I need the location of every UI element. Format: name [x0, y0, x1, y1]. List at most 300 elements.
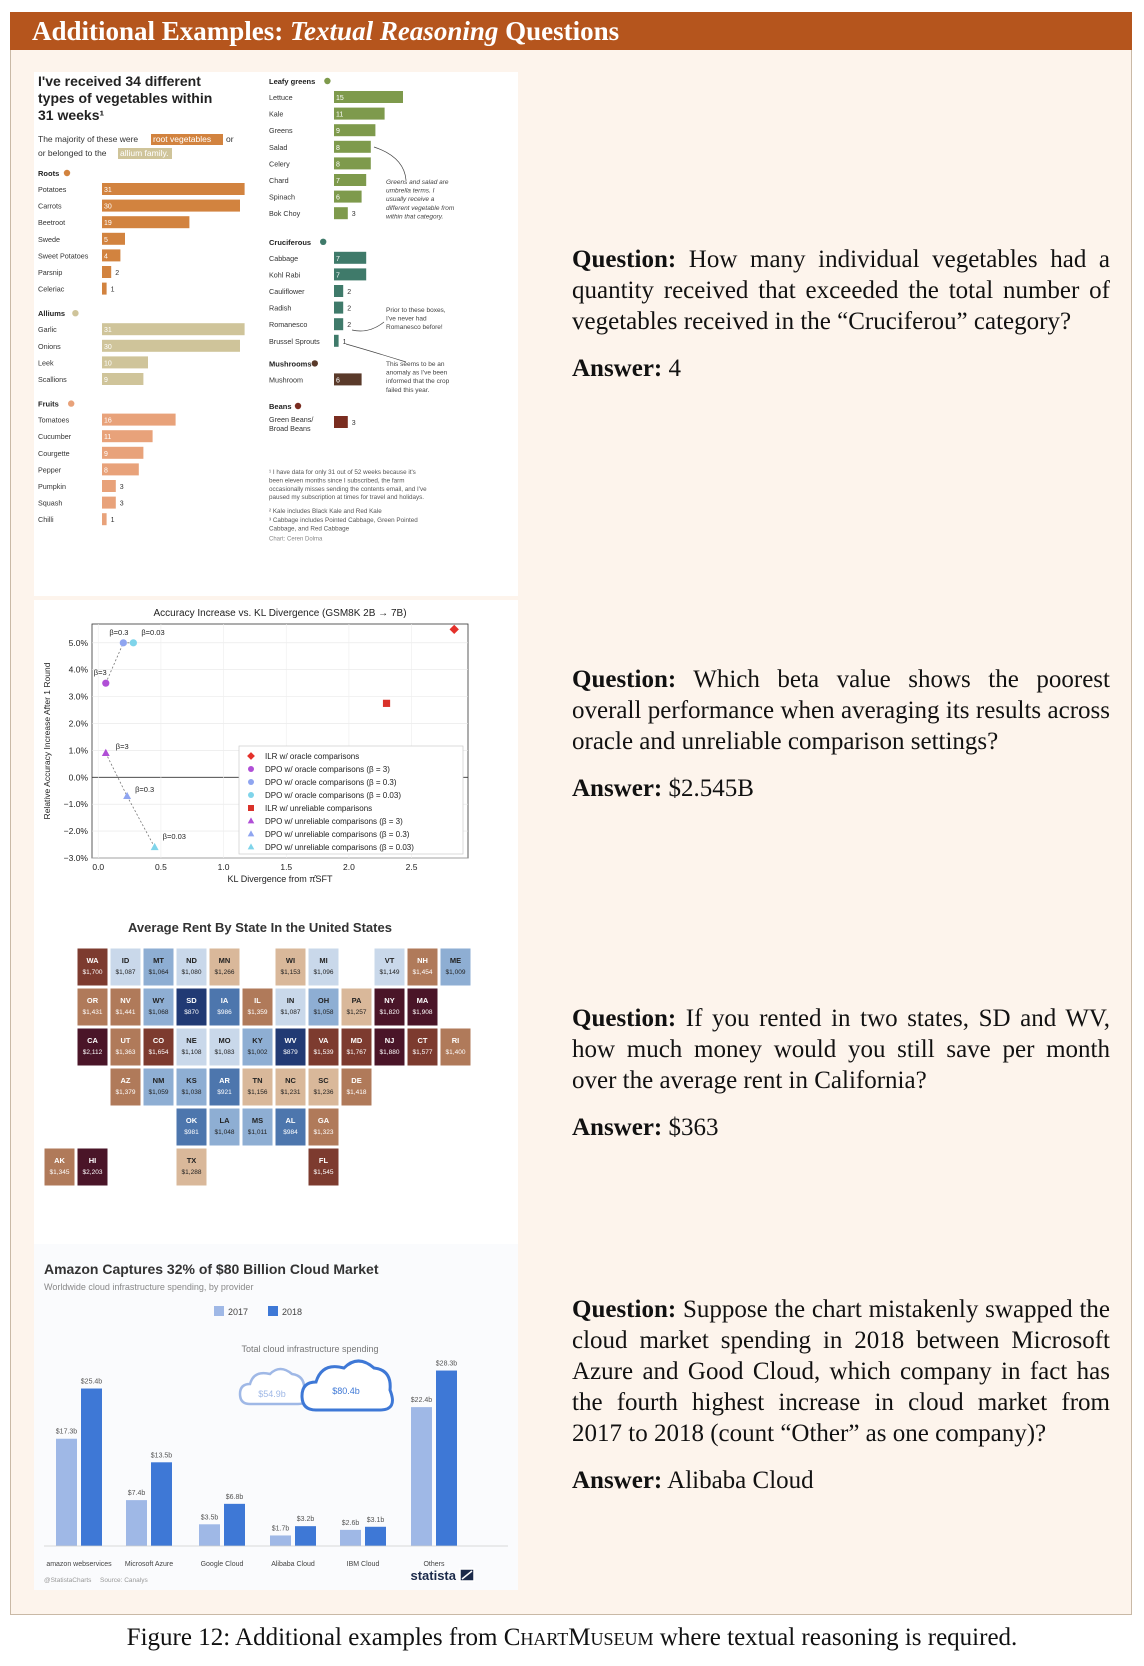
- state-code: ME: [449, 956, 462, 965]
- state-tile: [176, 948, 207, 986]
- data-point: [123, 792, 131, 799]
- state-tile: [77, 948, 108, 986]
- state-rent: $1,231: [280, 1089, 301, 1096]
- bar-label: Leek: [38, 358, 54, 368]
- category-label: Alibaba Cloud: [271, 1561, 315, 1568]
- state-code: GA: [317, 1116, 330, 1125]
- data-point: [450, 625, 459, 634]
- group-heading: Beans: [269, 402, 292, 411]
- state-rent: $1,288: [181, 1169, 202, 1176]
- state-rent: $1,908: [412, 1009, 433, 1016]
- y-tick-label: −3.0%: [63, 853, 88, 863]
- state-rent: $1,545: [313, 1169, 334, 1176]
- category-label: amazon webservices: [46, 1561, 112, 1568]
- bar-label: Chilli: [38, 515, 54, 525]
- chart-subtitle: root vegetables: [153, 134, 212, 144]
- rent-map-chart: [34, 914, 518, 1244]
- bar-value: 8: [336, 144, 340, 152]
- annotation: Prior to these boxes,: [386, 307, 446, 314]
- state-tile: [110, 988, 141, 1026]
- chart-title: I've received 34 different: [38, 73, 201, 89]
- y-tick-label: 1.0%: [68, 745, 88, 756]
- state-rent: $1,441: [115, 1009, 136, 1016]
- cloud-chart: [34, 1244, 518, 1590]
- state-rent: $1,379: [115, 1089, 136, 1096]
- state-tile: [341, 988, 372, 1026]
- state-rent: $1,236: [313, 1089, 334, 1096]
- state-rent: $2,203: [82, 1169, 103, 1176]
- state-tile: [209, 1028, 240, 1066]
- state-tile: [242, 1108, 273, 1146]
- legend-label: ILR w/ oracle comparisons: [265, 752, 360, 761]
- bar-value: 8: [104, 467, 108, 475]
- state-rent: $1,400: [445, 1049, 466, 1056]
- state-tile: [407, 1028, 438, 1066]
- state-code: VA: [318, 1036, 329, 1045]
- state-code: OK: [185, 1116, 198, 1125]
- chart-credit: @StatistaCharts: [44, 1577, 92, 1584]
- chart-title: Average Rent By State In the United States: [128, 920, 392, 935]
- category-label: Others: [423, 1561, 445, 1568]
- bar: [334, 285, 343, 297]
- legend-marker: [248, 805, 254, 811]
- kl-scatter-panel: [34, 600, 518, 914]
- state-rent: $1,431: [82, 1009, 103, 1016]
- state-rent: $870: [184, 1009, 199, 1016]
- bar-value: $7.4b: [127, 1490, 146, 1498]
- state-tile: [308, 1028, 339, 1066]
- y-tick-label: 2.0%: [68, 718, 88, 729]
- category-label: Microsoft Azure: [124, 1561, 174, 1568]
- state-tile: [308, 1068, 339, 1106]
- state-code: MN: [218, 956, 231, 965]
- annotation: This seems to be an: [386, 361, 445, 368]
- bar-value: 19: [104, 220, 112, 228]
- annotation: I've never had: [386, 315, 427, 323]
- bar: [102, 283, 107, 295]
- point-label: β=0.3: [135, 785, 155, 795]
- state-tile: [44, 1148, 75, 1186]
- state-rent: $1,156: [247, 1089, 268, 1096]
- state-rent: $1,064: [148, 969, 169, 976]
- y-tick-label: −1.0%: [63, 799, 88, 810]
- bar-label: Beetroot: [38, 218, 66, 228]
- group-heading: Roots: [38, 169, 60, 178]
- bar: [102, 447, 143, 459]
- legend-marker: [248, 792, 254, 798]
- state-code: NH: [417, 956, 428, 965]
- y-tick-label: 5.0%: [68, 637, 88, 648]
- bar-value: $3.1b: [366, 1516, 385, 1524]
- state-code: AK: [54, 1156, 65, 1165]
- footnote: ¹ I have data for only 31 out of 52 weeks because it's: [269, 469, 416, 476]
- bar: [102, 323, 245, 335]
- state-code: LA: [219, 1116, 230, 1125]
- group-heading: Mushrooms: [269, 359, 312, 369]
- bar-value: 9: [336, 128, 340, 136]
- connector-line: [106, 643, 124, 683]
- y-tick-label: 3.0%: [68, 691, 88, 702]
- state-rent: $1,359: [247, 1009, 268, 1016]
- bar-value: 30: [104, 203, 112, 211]
- bar-value: $13.5b: [150, 1452, 173, 1460]
- bar-value: $22.4b: [410, 1397, 433, 1405]
- vegetable-chart-panel: [34, 72, 518, 596]
- point-label: β=3: [93, 668, 107, 678]
- y-axis-label: Relative Accuracy Increase After 1 Round: [42, 662, 52, 820]
- annotation-line: [346, 344, 406, 362]
- bar: [102, 373, 143, 385]
- bar-label: Celery: [269, 159, 290, 169]
- bar-value: 1: [110, 517, 115, 525]
- annotation: different vegetable from: [386, 204, 455, 212]
- bar: [102, 266, 111, 278]
- state-tile: [176, 1068, 207, 1106]
- bar: [436, 1371, 457, 1546]
- group-heading: Alliums: [38, 309, 66, 319]
- state-rent: $1,083: [214, 1049, 235, 1056]
- group-icon: [64, 170, 70, 176]
- bar-label: Mushroom: [269, 375, 303, 385]
- bar: [81, 1389, 102, 1546]
- state-tile: [77, 1148, 108, 1186]
- state-code: AZ: [120, 1076, 131, 1085]
- state-tile: [440, 1028, 471, 1066]
- annotation-line: [352, 322, 384, 331]
- state-rent: $921: [217, 1089, 232, 1096]
- state-rent: $1,323: [313, 1129, 334, 1136]
- bar: [102, 216, 189, 228]
- state-rent: $1,654: [148, 1049, 169, 1056]
- bar-value: $1.7b: [271, 1525, 290, 1533]
- state-rent: $1,068: [148, 1009, 169, 1016]
- bar: [334, 318, 343, 330]
- state-rent: $879: [283, 1049, 298, 1056]
- annotation: within that category.: [386, 213, 444, 221]
- state-code: MS: [251, 1116, 264, 1125]
- bar-value: $28.3b: [435, 1360, 458, 1368]
- bar-value: 9: [104, 377, 108, 384]
- state-rent: $981: [184, 1129, 199, 1136]
- bar-value: 7: [336, 178, 340, 185]
- rent-map-panel: [34, 914, 518, 1244]
- bar-label: Potatoes: [38, 185, 67, 194]
- group-icon: [72, 310, 78, 316]
- state-tile: [242, 988, 273, 1026]
- bar-value: 31: [104, 187, 112, 194]
- group-heading: Fruits: [38, 399, 59, 409]
- state-rent: $1,880: [379, 1049, 400, 1056]
- state-code: VT: [384, 956, 395, 965]
- chart-subtitle: The majority of these were: [38, 134, 139, 144]
- state-code: TX: [186, 1156, 197, 1165]
- y-tick-label: −2.0%: [63, 826, 88, 837]
- bar: [102, 497, 116, 509]
- state-tile: [176, 1028, 207, 1066]
- category-label: IBM Cloud: [346, 1561, 380, 1568]
- state-rent: $1,153: [280, 969, 301, 976]
- bar-label: Salad: [269, 142, 288, 152]
- point-label: β=0.3: [109, 627, 129, 637]
- bar-label: Cabbage: [269, 253, 299, 263]
- state-rent: $1,096: [313, 969, 334, 976]
- legend-label: ILR w/ unreliable comparisons: [265, 804, 373, 813]
- state-tile: [110, 1068, 141, 1106]
- legend-label: DPO w/ unreliable comparisons (β = 0.03): [265, 843, 414, 852]
- bar-value: 3: [119, 500, 124, 508]
- state-tile: [308, 1108, 339, 1146]
- total-value-2017: $54.9b: [258, 1389, 286, 1399]
- state-tile: [209, 988, 240, 1026]
- bar-value: $3.2b: [296, 1516, 315, 1524]
- data-point: [102, 680, 109, 687]
- state-tile: [308, 988, 339, 1026]
- bar-label: Parsnip: [38, 268, 63, 277]
- bar: [411, 1407, 432, 1546]
- bar-value: 31: [104, 327, 112, 335]
- bar-value: $2.6b: [341, 1519, 360, 1527]
- figure-caption: Figure 12: Additional examples from ChartMuseum where textual reasoning is required.: [126, 1624, 1018, 1651]
- qa-block-4: Question: Suppose the chart mistakenly swapped the cloud market spending in 2018 between Microsoft Azure and Good Cloud, which company in fact has the fourth highest increase in cloud market from 2017 to 2018 (count “Other” as one company)? Answer: Alibaba Cloud: [572, 1296, 1110, 1494]
- state-code: IL: [254, 996, 261, 1005]
- group-heading: Leafy greens: [269, 77, 316, 86]
- bar-label: Celeriac: [38, 284, 65, 294]
- bar: [334, 302, 343, 314]
- bar-value: 2: [347, 289, 352, 296]
- state-tile: [275, 1068, 306, 1106]
- vegetable-chart: [34, 72, 518, 596]
- bar-label: Carrots: [38, 201, 62, 211]
- legend-label: DPO w/ unreliable comparisons (β = 0.3): [265, 830, 410, 839]
- bar-value: 4: [104, 253, 108, 261]
- legend-swatch-2017: [214, 1306, 224, 1316]
- bar-label: Cucumber: [38, 432, 72, 442]
- bar-value: 9: [104, 450, 108, 458]
- statista-logo: statista: [410, 1568, 456, 1583]
- state-code: RI: [451, 1036, 460, 1045]
- bar-value: $17.3b: [55, 1428, 78, 1436]
- state-rent: $1,059: [148, 1089, 169, 1096]
- state-tile: [143, 1028, 174, 1066]
- bar: [334, 416, 348, 428]
- state-rent: $1,048: [214, 1129, 235, 1136]
- state-rent: $984: [283, 1129, 298, 1136]
- chart-source: Source: Canalys: [100, 1577, 148, 1584]
- state-code: NE: [186, 1036, 197, 1045]
- state-code: WV: [284, 1036, 297, 1045]
- state-rent: $1,087: [115, 969, 136, 976]
- bar-label: Brussel Sprouts: [269, 336, 320, 346]
- bar-value: 2: [347, 322, 352, 330]
- state-code: WA: [86, 956, 99, 965]
- bar-value: 2: [115, 270, 120, 277]
- bar: [102, 513, 107, 525]
- bar-value: 7: [336, 255, 340, 263]
- bar-value: 11: [104, 434, 112, 442]
- bar-label: Cauliflower: [269, 287, 305, 296]
- legend-label: DPO w/ oracle comparisons (β = 0.03): [265, 791, 401, 800]
- state-code: SC: [318, 1076, 329, 1085]
- bar: [340, 1530, 361, 1546]
- state-rent: $1,345: [49, 1169, 70, 1176]
- bar-value: 6: [336, 194, 340, 202]
- total-value-2018: $80.4b: [332, 1386, 360, 1396]
- bar-value: 3: [351, 211, 356, 219]
- x-tick-label: 2.0: [343, 862, 355, 872]
- bar-value: 6: [336, 377, 340, 385]
- bar-label: Spinach: [269, 192, 295, 202]
- state-rent: $986: [217, 1009, 232, 1016]
- total-label: Total cloud infrastructure spending: [241, 1344, 379, 1354]
- state-code: NJ: [384, 1036, 395, 1045]
- group-icon: [312, 360, 318, 366]
- state-code: MD: [350, 1036, 363, 1045]
- state-rent: $1,080: [181, 969, 202, 976]
- bar-label: Kohl Rabi: [269, 270, 301, 280]
- state-rent: $1,700: [82, 969, 103, 976]
- state-code: NC: [285, 1076, 296, 1085]
- bar: [334, 207, 348, 219]
- state-tile: [275, 1108, 306, 1146]
- state-tile: [440, 948, 471, 986]
- bar-label: Bok Choy: [269, 209, 301, 219]
- legend-label: DPO w/ oracle comparisons (β = 0.3): [265, 778, 397, 787]
- state-tile: [407, 948, 438, 986]
- bar-label: Radish: [269, 303, 292, 313]
- state-rent: $1,257: [346, 1009, 367, 1016]
- x-tick-label: 0.0: [92, 862, 105, 872]
- bar: [334, 91, 403, 103]
- bar-value: 10: [104, 360, 112, 368]
- connector-line: [106, 753, 127, 796]
- state-tile: [209, 1068, 240, 1106]
- state-code: NV: [120, 996, 131, 1005]
- bar-value: $3.5b: [200, 1514, 219, 1522]
- annotation: umbrella terms. I: [386, 187, 435, 195]
- bar-value: 15: [336, 95, 344, 102]
- state-code: CO: [152, 1036, 165, 1045]
- state-rent: $1,266: [214, 969, 235, 976]
- bar: [102, 340, 240, 352]
- state-code: IA: [220, 996, 229, 1005]
- y-tick-label: 0.0%: [68, 772, 88, 783]
- state-tile: [275, 988, 306, 1026]
- data-point: [102, 749, 110, 756]
- bar-label: Onions: [38, 341, 61, 351]
- annotation-line: [374, 147, 406, 180]
- state-code: TN: [252, 1076, 263, 1085]
- bar-label: Lettuce: [269, 93, 293, 102]
- bar-value: 3: [351, 420, 356, 427]
- bar: [102, 480, 116, 492]
- x-tick-label: 1.0: [217, 862, 230, 872]
- chart-title: Accuracy Increase vs. KL Divergence (GSM8K 2B → 7B): [153, 608, 407, 619]
- state-code: MA: [416, 996, 429, 1005]
- state-code: DE: [351, 1076, 362, 1085]
- footnote: been eleven months since I subscribed, the farm: [269, 477, 405, 485]
- legend-marker: [248, 779, 254, 785]
- state-tile: [407, 988, 438, 1026]
- state-tile: [77, 988, 108, 1026]
- state-code: UT: [120, 1036, 131, 1045]
- bar-label: Scallions: [38, 375, 67, 384]
- group-icon: [320, 239, 326, 245]
- state-code: CT: [417, 1036, 428, 1045]
- bar-label: Pumpkin: [38, 482, 66, 491]
- bar: [334, 124, 375, 136]
- annotation: Greens and salad are: [386, 179, 449, 186]
- legend-label: DPO w/ unreliable comparisons (β = 3): [265, 817, 403, 826]
- state-code: AR: [219, 1076, 230, 1085]
- state-code: ND: [186, 956, 197, 965]
- state-rent: $1,002: [247, 1049, 268, 1056]
- chart-subtitle: or belonged to the: [38, 148, 107, 158]
- state-code: KY: [252, 1036, 263, 1045]
- footnote: ³ Cabbage includes Pointed Cabbage, Green Pointed: [269, 517, 418, 525]
- state-rent: $1,087: [280, 1009, 301, 1016]
- state-code: WY: [152, 996, 165, 1005]
- state-code: NY: [384, 996, 395, 1005]
- state-rent: $1,058: [313, 1009, 334, 1016]
- state-rent: $1,820: [379, 1009, 400, 1016]
- chart-subtitle: allium family.: [120, 148, 169, 158]
- state-tile: [209, 1108, 240, 1146]
- qa-block-2: Question: Which beta value shows the poorest overall performance when averaging its results across oracle and unreliable comparison settings? Answer: $2.545B: [572, 666, 1110, 802]
- bar-value: 7: [336, 272, 340, 280]
- bar-label: Tomatoes: [38, 415, 70, 425]
- state-code: FL: [318, 1156, 329, 1165]
- state-code: OR: [86, 996, 99, 1005]
- state-tile: [374, 988, 405, 1026]
- chart-title: types of vegetables within: [38, 90, 213, 106]
- state-tile: [242, 1028, 273, 1066]
- state-rent: $1,108: [181, 1049, 202, 1056]
- state-tile: [143, 1068, 174, 1106]
- bar-label: Romanesco: [269, 320, 308, 330]
- bar-value: 8: [336, 161, 340, 169]
- bar-value: $25.4b: [80, 1378, 103, 1386]
- y-tick-label: 4.0%: [68, 664, 88, 675]
- legend-marker: [248, 766, 254, 772]
- chart-title: Amazon Captures 32% of $80 Billion Cloud Market: [44, 1261, 379, 1277]
- bar: [224, 1504, 245, 1546]
- bar: [295, 1526, 316, 1546]
- annotation: failed this year.: [386, 386, 430, 394]
- group-icon: [295, 403, 301, 409]
- state-code: MI: [319, 956, 328, 965]
- bar: [270, 1535, 291, 1546]
- state-rent: $1,577: [412, 1049, 433, 1056]
- x-tick-label: 2.5: [405, 862, 418, 872]
- footnote: ² Kale includes Black Kale and Red Kale: [269, 508, 382, 516]
- annotation: usually receive a: [386, 196, 435, 204]
- data-point: [383, 700, 390, 707]
- data-point: [151, 843, 159, 850]
- state-tile: [308, 1148, 339, 1186]
- state-code: KS: [186, 1076, 197, 1085]
- statista-logo-mark: [460, 1569, 474, 1581]
- state-rent: $1,454: [412, 969, 433, 976]
- legend-swatch-2018: [268, 1306, 278, 1316]
- bar: [199, 1524, 220, 1546]
- bar-label: Sweet Potatoes: [38, 251, 89, 261]
- state-rent: $1,011: [247, 1129, 268, 1136]
- bar-label: Pepper: [38, 465, 62, 475]
- footnote: occasionally misses sending the contents email, and I've: [269, 485, 427, 493]
- chart-credit: Chart: Ceren Dolma: [269, 536, 323, 543]
- bar: [102, 414, 176, 426]
- bar-value: 5: [104, 236, 108, 244]
